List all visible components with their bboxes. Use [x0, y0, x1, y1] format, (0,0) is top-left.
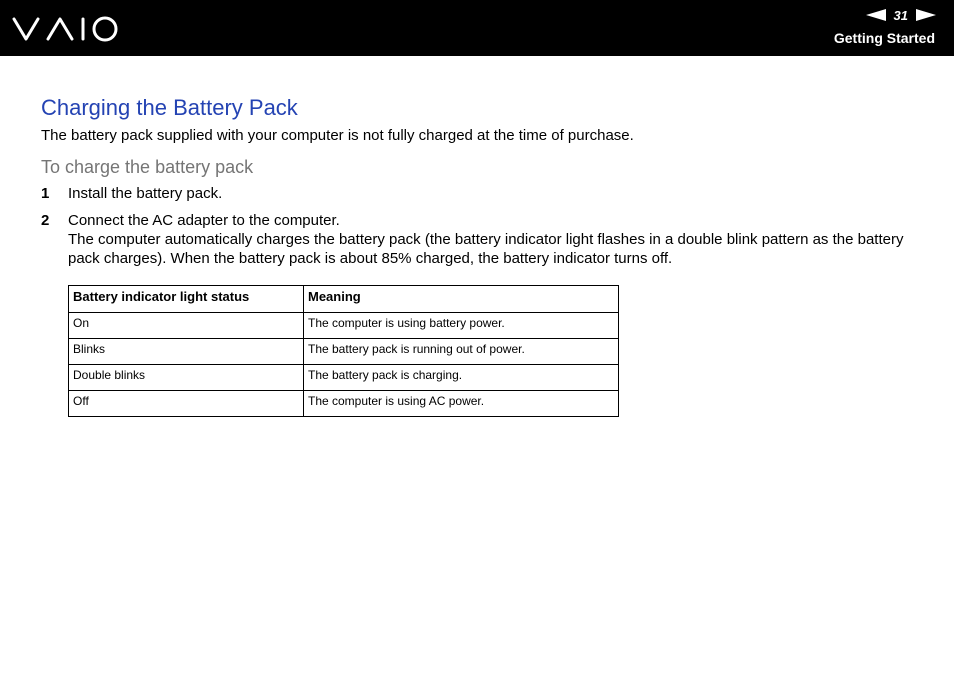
page-number: 31: [893, 7, 908, 23]
vaio-logo-icon: [12, 15, 122, 43]
status-cell: Double blinks: [69, 365, 304, 391]
meaning-cell: The battery pack is running out of power.: [304, 339, 619, 365]
indicator-status-table: [68, 285, 619, 417]
table-row: [69, 365, 619, 391]
column-header-status: Battery indicator light status: [69, 286, 304, 313]
table-row: [69, 339, 619, 365]
table-row: [69, 313, 619, 339]
column-header-meaning: Meaning: [304, 286, 619, 313]
table-header-row: [69, 286, 619, 313]
page-title: Charging the Battery Pack: [41, 95, 298, 120]
section-label: Getting Started: [833, 30, 935, 46]
step-item: [41, 184, 921, 203]
status-cell: On: [69, 313, 304, 339]
triangle-right-icon[interactable]: [916, 9, 936, 21]
meaning-cell: The computer is using AC power.: [304, 391, 619, 417]
step-text: Connect the AC adapter to the computer.: [68, 212, 340, 229]
page-header: [0, 0, 954, 56]
step-item: [41, 211, 921, 268]
steps-list: [41, 184, 921, 268]
page-navigation: [866, 6, 936, 24]
meaning-cell: The computer is using battery power.: [304, 313, 619, 339]
status-cell: Off: [69, 391, 304, 417]
main-content: [41, 93, 921, 268]
step-number: 1: [41, 185, 50, 202]
step-text: Install the battery pack.: [68, 185, 223, 202]
table-row: [69, 391, 619, 417]
meaning-cell: The battery pack is charging.: [304, 365, 619, 391]
step-detail: The computer automatically charges the battery pack (the battery indicator light flashes in a double blink pattern as the battery pack charges). When the battery pack is about 85% charged, the battery indicator turns off.: [68, 231, 904, 267]
procedure-heading: To charge the battery pack: [41, 157, 254, 177]
status-cell: Blinks: [69, 339, 304, 365]
step-number: 2: [41, 212, 50, 229]
triangle-left-icon[interactable]: [866, 9, 886, 21]
intro-paragraph: The battery pack supplied with your computer is not fully charged at the time of purchase.: [41, 127, 634, 144]
